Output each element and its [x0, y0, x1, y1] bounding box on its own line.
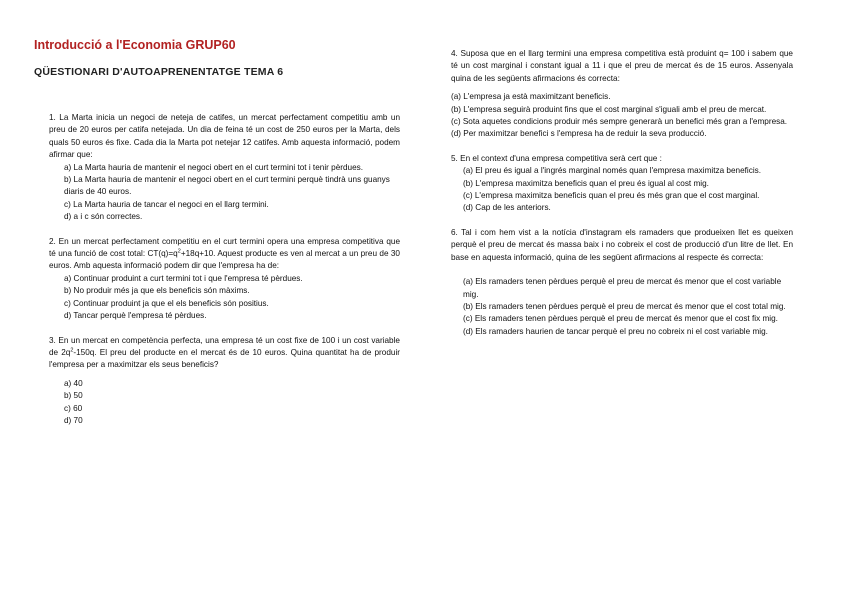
question-6 — [451, 227, 793, 338]
question-2-option-d: d) Tancar perquè l'empresa té pèrdues. — [64, 311, 207, 321]
question-1-option-b: b) La Marta hauria de mantenir el negoci obert en el curt termini perquè tindrà uns guanys diaris de 40 euros. — [64, 175, 390, 197]
question-2-option-c: c) Continuar produint ja que el els beneficis són positius. — [64, 298, 269, 308]
question-4-options — [451, 91, 793, 141]
question-3 — [49, 335, 400, 428]
question-3-options — [49, 378, 400, 428]
question-6-text: 6. Tal i com hem vist a la notícia d'instagram els ramaders que produeixen llet es queixen perquè el preu de mercat és massa baix i no cobreix el cost de producció d'un litre de llet. En base en aquesta informació, quina de les següent afirmacions al respecte és correcta: — [451, 227, 793, 262]
question-5-option-c: (c) L'empresa maximitza beneficis quan el preu és més gran que el cost marginal. — [463, 191, 760, 201]
question-6-option-b: (b) Els ramaders tenen pèrdues perquè el preu de mercat és menor que el cost total mig. — [463, 301, 786, 311]
question-6-option-a: (a) Els ramaders tenen pèrdues perquè el preu de mercat és menor que el cost variable mig. — [463, 277, 782, 299]
question-4-option-b: (b) L'empresa seguirà produint fins que el cost marginal s'iguali amb el preu de mercat. — [451, 104, 767, 114]
question-1-text: 1. La Marta inicia un negoci de neteja de catifes, un mercat perfectament competitiu amb un preu de 20 euros per catifa netejada. Un dia de feina té un cost de 250 euros per la Marta, dels quals 50 euros és fixe. Cada dia la Marta pot netejar 12 catifes. Amb aquesta informació, podem afirmar que: — [49, 113, 400, 160]
question-1-option-a: a) La Marta hauria de mantenir el negoci obert en el curt termini tot i tenir pèrdues. — [64, 162, 363, 172]
question-2-option-a: a) Continuar produint a curt termini tot i que l'empresa té pèrdues. — [64, 273, 303, 283]
right-column — [451, 48, 793, 350]
question-2-text: 2. En un mercat perfectament competitiu en el curt termini opera una empresa competitiva que té una funció de cost total: $CT(q)=q^2+18q+10$. Aquest producte es ven al mercat a un preu de 30 euros. Amb aquesta informació podem dir que l'empresa ha de: — [49, 236, 400, 271]
question-2-option-b: b) No produir més ja que els beneficis són màxims. — [64, 286, 250, 296]
question-5 — [451, 153, 793, 215]
left-column — [49, 112, 400, 439]
course-title: Introducció a l'Economia GRUP60 — [34, 38, 236, 52]
question-2-options — [49, 273, 400, 323]
quiz-title: QÜESTIONARI D'AUTOAPRENENTATGE TEMA 6 — [34, 66, 284, 78]
question-4-option-c: (c) Sota aquetes condicions produir més sempre generarà un benefici més gran a l'empresa. — [451, 117, 788, 127]
question-3-option-b: b) 50 — [64, 391, 83, 401]
question-5-options — [451, 165, 793, 215]
question-5-option-d: (d) Cap de les anteriors. — [463, 203, 551, 213]
question-5-option-a: (a) El preu és igual a l'ingrés marginal només quan l'empresa maximitza beneficis. — [463, 166, 762, 176]
question-1-option-d: d) a i c són correctes. — [64, 212, 143, 222]
question-2 — [49, 236, 400, 323]
question-1-option-c: c) La Marta hauria de tancar el negoci en el llarg termini. — [64, 199, 269, 209]
question-4 — [451, 48, 793, 141]
question-4-text: 4. Suposa que en el llarg termini una empresa competitiva està produint q= 100 i sabem que té un cost marginal i constant igual a 11 i que el preu de mercat és de 15 euros. Assenyala quina de les següents afirmacions és correcta: — [451, 49, 793, 83]
question-1 — [49, 112, 400, 224]
question-6-option-c: (c) Els ramaders tenen pèrdues perquè el preu de mercat és menor que el cost fix mig. — [463, 314, 778, 324]
question-3-option-d: d) 70 — [64, 415, 83, 425]
question-5-text: 5. En el context d'una empresa competitiva serà cert que : — [451, 153, 662, 163]
question-4-option-d: (d) Per maximitzar benefici s l'empresa ha de reduir la seva producció. — [451, 129, 707, 139]
question-4-option-a: (a) L'empresa ja està maximitzant beneficis. — [451, 92, 611, 102]
question-3-text: 3. En un mercat en competència perfecta, una empresa té un cost fixe de 100 i un cost variable de $2q^2-150q$. El preu del producte en el mercat és de 10 euros. Quina quantitat ha de produir l'empresa per a maximitzar els seus beneficis? — [49, 335, 400, 370]
question-5-option-b: (b) L'empresa maximitza beneficis quan el preu és igual al cost mig. — [463, 178, 709, 188]
question-1-options — [49, 162, 400, 224]
question-6-options — [451, 276, 793, 338]
question-3-option-c: c) 60 — [64, 403, 83, 413]
question-3-option-a: a) 40 — [64, 378, 83, 388]
question-6-option-d: (d) Els ramaders haurien de tancar perquè el preu no cobreix ni el cost variable mig. — [463, 326, 768, 336]
